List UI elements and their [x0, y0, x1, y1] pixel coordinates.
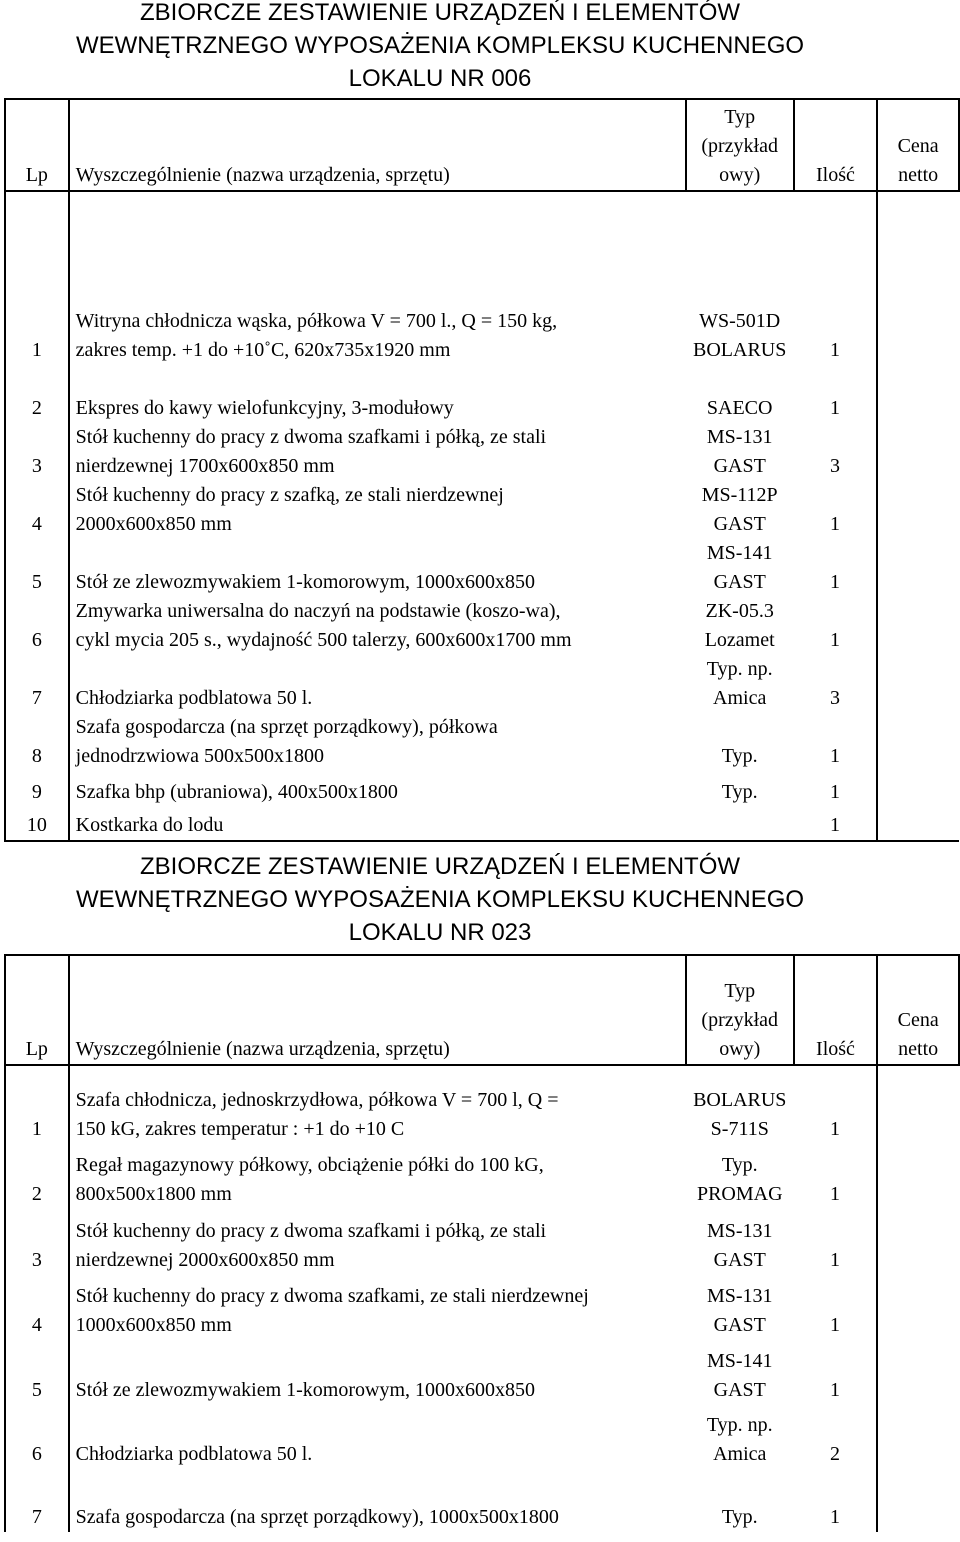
header-row [5, 955, 959, 1065]
type-lines [686, 1086, 794, 1144]
item-description [69, 1275, 686, 1340]
type-line: Amica [713, 1443, 767, 1465]
section1-table [4, 98, 960, 842]
item-price [877, 1405, 959, 1469]
item-price [877, 1144, 959, 1209]
table-row [5, 807, 959, 841]
description-line: nierdzewnej 1700x600x850 mm [75, 455, 335, 477]
description-line: zakres temp. +1 do +10˚C, 620x735x1920 mm [75, 339, 451, 361]
description-line: Stół ze zlewozmywakiem 1-komorowym, 1000x600x850 [75, 1379, 536, 1401]
description-line: Stół kuchenny do pracy z dwoma szafkami i półką, ze stali [75, 426, 547, 448]
description-line: Stół ze zlewozmywakiem 1-komorowym, 1000x600x850 [75, 571, 536, 593]
description-lines [76, 597, 686, 655]
item-type [686, 1469, 794, 1532]
type-line: SAECO [706, 397, 773, 419]
description-line: cykl mycia 205 s., wydajność 500 talerzy, 600x600x1700 mm [75, 629, 572, 651]
row-number: 5 [5, 1340, 69, 1405]
type-line: WS-501D [699, 310, 781, 332]
type-line: S-711S [710, 1118, 769, 1140]
description-lines [76, 778, 686, 807]
description-line: Szafa gospodarcza (na sprzęt porządkowy), półkowa [75, 716, 498, 738]
item-price [877, 771, 959, 807]
item-description [69, 1340, 686, 1405]
description-lines [76, 1440, 686, 1469]
description-line: Zmywarka uniwersalna do naczyń na podstawie (koszo-wa), [75, 600, 561, 622]
row-number: 1 [5, 1065, 69, 1144]
header-type: Typ (przykład owy) [686, 955, 794, 1065]
description-line: 800x500x1800 mm [75, 1183, 232, 1205]
item-price [877, 655, 959, 713]
item-price [877, 713, 959, 771]
item-description [69, 481, 686, 539]
type-line: Typ. np. [706, 1414, 773, 1436]
type-line: ZK-05.3 [705, 600, 774, 622]
description-line: Chłodziarka podblatowa 50 l. [75, 687, 313, 709]
type-line: Typ. np. [706, 658, 773, 680]
description-line: Szafka bhp (ubraniowa), 400x500x1800 [75, 781, 398, 803]
item-description [69, 713, 686, 771]
header-description: Wyszczególnienie (nazwa urządzenia, sprzętu) [69, 955, 686, 1065]
description-line: 150 kG, zakres temperatur : +1 do +10 C [75, 1118, 405, 1140]
type-lines [686, 1282, 794, 1340]
description-lines [76, 1217, 686, 1275]
type-line: BOLARUS [693, 339, 787, 361]
description-lines [76, 423, 686, 481]
item-quantity: 1 [794, 481, 878, 539]
description-line: Ekspres do kawy wielofunkcyjny, 3-modułowy [75, 397, 454, 419]
type-line: GAST [713, 513, 766, 535]
type-line: GAST [713, 1379, 766, 1401]
type-line: MS-131 [706, 1220, 773, 1242]
table-row [5, 539, 959, 597]
item-type [686, 1065, 794, 1144]
table-row [5, 423, 959, 481]
item-type [686, 1144, 794, 1209]
description-line: jednodrzwiowa 500x500x1800 [75, 745, 324, 767]
table-row [5, 1340, 959, 1405]
item-type [686, 713, 794, 771]
type-lines [686, 539, 794, 597]
item-type [686, 1340, 794, 1405]
row-number: 3 [5, 1209, 69, 1275]
description-lines [76, 1376, 686, 1405]
item-quantity: 1 [794, 1469, 878, 1532]
row-number: 4 [5, 481, 69, 539]
type-line: MS-141 [706, 1350, 773, 1372]
section2-title-line: ZBIORCZE ZESTAWIENIE URZĄDZEŃ I ELEMENTÓW [139, 853, 741, 880]
description-line: Stół kuchenny do pracy z dwoma szafkami, ze stali nierdzewnej [75, 1285, 589, 1307]
description-line: 2000x600x850 mm [75, 513, 232, 535]
description-line: Witryna chłodnicza wąska, półkowa V = 700 l., Q = 150 kg, [75, 310, 558, 332]
description-lines [76, 1151, 686, 1209]
type-line: GAST [713, 571, 766, 593]
row-number: 9 [5, 771, 69, 807]
description-line: Stół kuchenny do pracy z dwoma szafkami i półką, ze stali [75, 1220, 547, 1242]
table-row [5, 365, 959, 423]
header-row [5, 99, 959, 191]
section2-table [4, 954, 960, 1532]
table-row [5, 1144, 959, 1209]
item-type [686, 539, 794, 597]
item-quantity: 3 [794, 423, 878, 481]
type-lines [686, 423, 794, 481]
section2-title-line: WEWNĘTRZNEGO WYPOSAŻENIA KOMPLEKSU KUCHENNEGO [75, 886, 805, 913]
item-type [686, 1275, 794, 1340]
type-line: BOLARUS [693, 1089, 787, 1111]
row-number: 7 [5, 1469, 69, 1532]
item-price [877, 1209, 959, 1275]
row-number: 1 [5, 191, 69, 365]
type-line: PROMAG [696, 1183, 783, 1205]
item-price [877, 365, 959, 423]
description-lines [76, 811, 686, 840]
item-quantity: 1 [794, 597, 878, 655]
item-description [69, 1469, 686, 1532]
table-row [5, 1209, 959, 1275]
description-line: Stół kuchenny do pracy z szafką, ze stali nierdzewnej [75, 484, 504, 506]
description-line: Szafa chłodnicza, jednoskrzydłowa, półkowa V = 700 l, Q = [75, 1089, 559, 1111]
type-line: Lozamet [704, 629, 775, 651]
table-row [5, 713, 959, 771]
item-description [69, 423, 686, 481]
item-price [877, 807, 959, 841]
type-line: MS-131 [706, 426, 773, 448]
item-description [69, 771, 686, 807]
item-quantity: 1 [794, 713, 878, 771]
header-lp: Lp [5, 955, 69, 1065]
description-lines [76, 713, 686, 771]
item-price [877, 1340, 959, 1405]
table-row [5, 1275, 959, 1340]
item-type [686, 1209, 794, 1275]
item-quantity: 1 [794, 1275, 878, 1340]
description-line: Szafa gospodarcza (na sprzęt porządkowy), 1000x500x1800 [75, 1506, 559, 1528]
row-number: 6 [5, 1405, 69, 1469]
type-line: GAST [713, 455, 766, 477]
item-price [877, 539, 959, 597]
type-lines [686, 1411, 794, 1469]
description-lines [76, 1282, 686, 1340]
description-lines [76, 307, 686, 365]
item-description [69, 1405, 686, 1469]
item-price [877, 1275, 959, 1340]
item-description [69, 191, 686, 365]
row-number: 8 [5, 713, 69, 771]
item-price [877, 481, 959, 539]
type-line: MS-131 [706, 1285, 773, 1307]
description-line: Kostkarka do lodu [75, 814, 224, 836]
item-quantity: 1 [794, 191, 878, 365]
type-lines [686, 307, 794, 365]
table-row [5, 1469, 959, 1532]
item-quantity: 1 [794, 771, 878, 807]
header-quantity: Ilość [794, 99, 878, 191]
description-lines [76, 1086, 686, 1144]
item-type [686, 1405, 794, 1469]
table-row [5, 481, 959, 539]
description-lines [76, 394, 686, 423]
item-description [69, 1209, 686, 1275]
item-quantity: 1 [794, 807, 878, 841]
item-quantity: 1 [794, 1065, 878, 1144]
item-description [69, 539, 686, 597]
item-quantity: 2 [794, 1405, 878, 1469]
item-type [686, 597, 794, 655]
row-number: 2 [5, 1144, 69, 1209]
section2-title [0, 850, 880, 949]
description-lines [76, 1503, 686, 1532]
type-lines [686, 1503, 794, 1532]
item-description [69, 597, 686, 655]
type-lines [686, 1217, 794, 1275]
row-number: 7 [5, 655, 69, 713]
table-row [5, 597, 959, 655]
table-row [5, 1065, 959, 1144]
item-description [69, 655, 686, 713]
description-line: Regał magazynowy półkowy, obciążenie półki do 100 kG, [75, 1154, 544, 1176]
type-line: GAST [713, 1314, 766, 1336]
item-description [69, 1065, 686, 1144]
section1-title-line: ZBIORCZE ZESTAWIENIE URZĄDZEŃ I ELEMENTÓW [139, 0, 741, 26]
header-lp: Lp [5, 99, 69, 191]
row-number: 4 [5, 1275, 69, 1340]
description-line: nierdzewnej 2000x600x850 mm [75, 1249, 335, 1271]
type-line: Typ. [721, 1506, 758, 1528]
description-lines [76, 684, 686, 713]
item-type [686, 191, 794, 365]
type-line: Typ. [721, 781, 758, 803]
section2-title-line: LOKALU NR 023 [348, 919, 532, 946]
header-type: Typ (przykład owy) [686, 99, 794, 191]
item-description [69, 1144, 686, 1209]
item-quantity: 1 [794, 539, 878, 597]
item-price [877, 423, 959, 481]
type-lines [686, 1151, 794, 1209]
table-row [5, 1405, 959, 1469]
row-number: 2 [5, 365, 69, 423]
row-number: 10 [5, 807, 69, 841]
row-number: 5 [5, 539, 69, 597]
type-lines [686, 481, 794, 539]
type-lines [686, 655, 794, 713]
type-lines [686, 742, 794, 771]
description-lines [76, 481, 686, 539]
item-quantity: 1 [794, 1144, 878, 1209]
item-type [686, 807, 794, 841]
type-line: Typ. [721, 1154, 758, 1176]
type-lines [686, 394, 794, 423]
section1-title-line: LOKALU NR 006 [348, 65, 532, 92]
header-quantity: Ilość [794, 955, 878, 1065]
description-line: 1000x600x850 mm [75, 1314, 232, 1336]
item-quantity: 3 [794, 655, 878, 713]
type-line: Amica [713, 687, 767, 709]
row-number: 3 [5, 423, 69, 481]
section1-title [0, 0, 880, 95]
type-line: MS-141 [706, 542, 773, 564]
section1-title-line: WEWNĘTRZNEGO WYPOSAŻENIA KOMPLEKSU KUCHENNEGO [75, 32, 805, 59]
type-line: GAST [713, 1249, 766, 1271]
item-description [69, 807, 686, 841]
type-lines [686, 597, 794, 655]
header-description: Wyszczególnienie (nazwa urządzenia, sprzętu) [69, 99, 686, 191]
header-price: Cena netto [877, 955, 959, 1065]
type-lines [686, 1347, 794, 1405]
item-type [686, 481, 794, 539]
item-type [686, 655, 794, 713]
item-quantity: 1 [794, 1340, 878, 1405]
item-quantity: 1 [794, 365, 878, 423]
item-description [69, 365, 686, 423]
type-line: Typ. [721, 745, 758, 767]
item-price [877, 1469, 959, 1532]
table-row [5, 191, 959, 365]
description-lines [76, 568, 686, 597]
item-price [877, 1065, 959, 1144]
item-quantity: 1 [794, 1209, 878, 1275]
item-type [686, 423, 794, 481]
type-lines [686, 778, 794, 807]
table-row [5, 771, 959, 807]
header-price: Cena netto [877, 99, 959, 191]
type-line: MS-112P [701, 484, 778, 506]
item-price [877, 191, 959, 365]
row-number: 6 [5, 597, 69, 655]
table-row [5, 655, 959, 713]
item-type [686, 771, 794, 807]
item-type [686, 365, 794, 423]
item-price [877, 597, 959, 655]
description-line: Chłodziarka podblatowa 50 l. [75, 1443, 313, 1465]
